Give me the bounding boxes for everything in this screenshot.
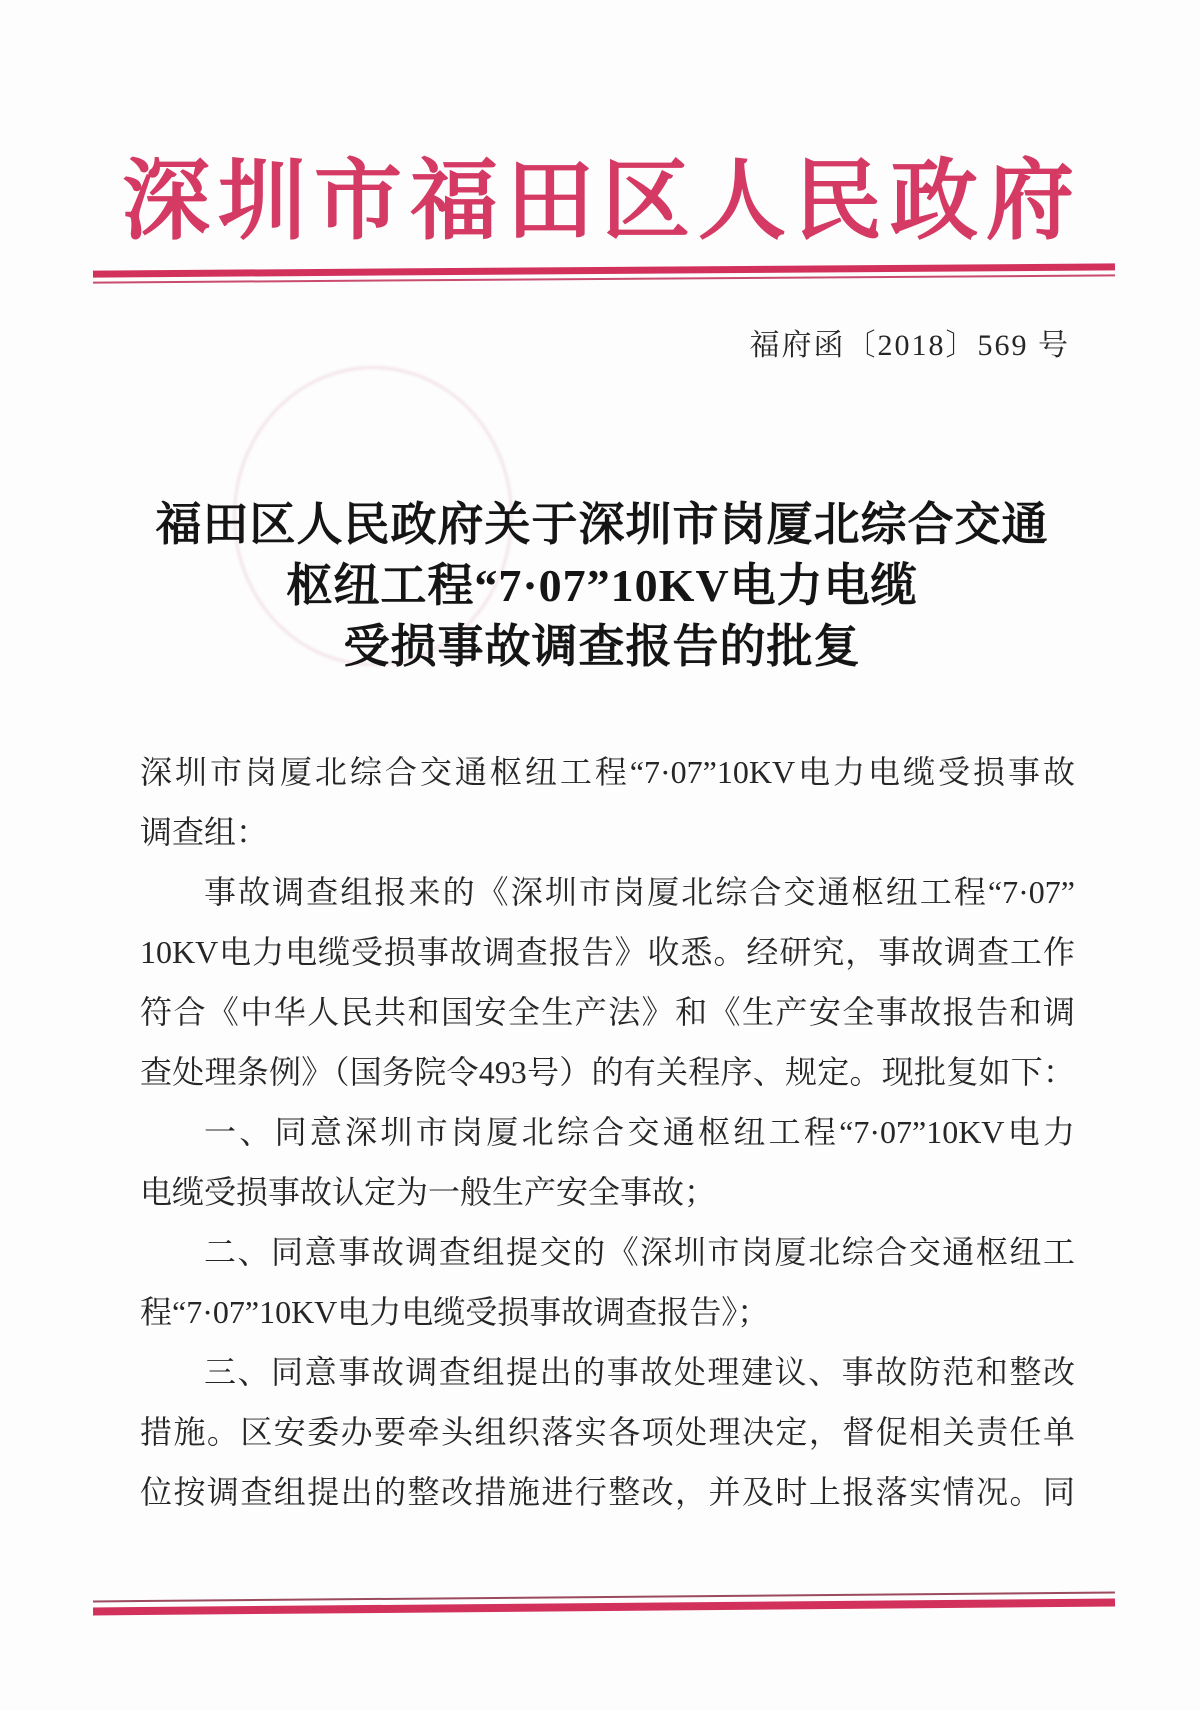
body-line-salutation-2: 调查组： <box>140 814 269 850</box>
body-line-item-1: 一、同意深圳市岗厦北综合交通枢纽工程“7·07”10KV电力 <box>204 1114 1075 1150</box>
body-line: 符合《中华人民共和国安全生产法》和《生产安全事故报告和调 <box>140 994 1075 1030</box>
doc-title-line-3: 受损事故调查报告的批复 <box>343 621 861 672</box>
org-masthead: 深圳市福田区人民政府 <box>122 154 1083 251</box>
body-line-salutation-1: 深圳市岗厦北综合交通枢纽工程“7·07”10KV电力电缆受损事故 <box>140 754 1075 790</box>
masthead-divider <box>93 263 1115 283</box>
body-line: 位按调查组提出的整改措施进行整改，并及时上报落实情况。同 <box>140 1474 1075 1510</box>
body-line: 电缆受损事故认定为一般生产安全事故； <box>140 1174 717 1210</box>
doc-title <box>132 494 1072 677</box>
body-line: 措施。区安委办要牵头组织落实各项处理决定，督促相关责任单 <box>140 1414 1075 1450</box>
body-line: 10KV电力电缆受损事故调查报告》收悉。经研究，事故调查工作 <box>140 934 1075 970</box>
body-line: 事故调查组报来的《深圳市岗厦北综合交通枢纽工程“7·07” <box>204 874 1075 910</box>
doc-body <box>140 742 1075 1522</box>
doc-title-line-1: 福田区人民政府关于深圳市岗厦北综合交通 <box>155 499 1049 550</box>
body-line-item-2: 二、同意事故调查组提交的《深圳市岗厦北综合交通枢纽工 <box>204 1234 1075 1270</box>
body-line: 程“7·07”10KV电力电缆受损事故调查报告》； <box>140 1294 770 1330</box>
body-line: 查处理条例》（国务院令493号）的有关程序、规定。现批复如下： <box>140 1054 1075 1090</box>
body-line-item-3: 三、同意事故调查组提出的事故处理建议、事故防范和整改 <box>204 1354 1075 1390</box>
doc-title-line-2: 枢纽工程“7·07”10KV电力电缆 <box>286 560 918 611</box>
doc-number: 福府函〔2018〕569 号 <box>749 329 1070 362</box>
footer-divider <box>93 1592 1115 1616</box>
